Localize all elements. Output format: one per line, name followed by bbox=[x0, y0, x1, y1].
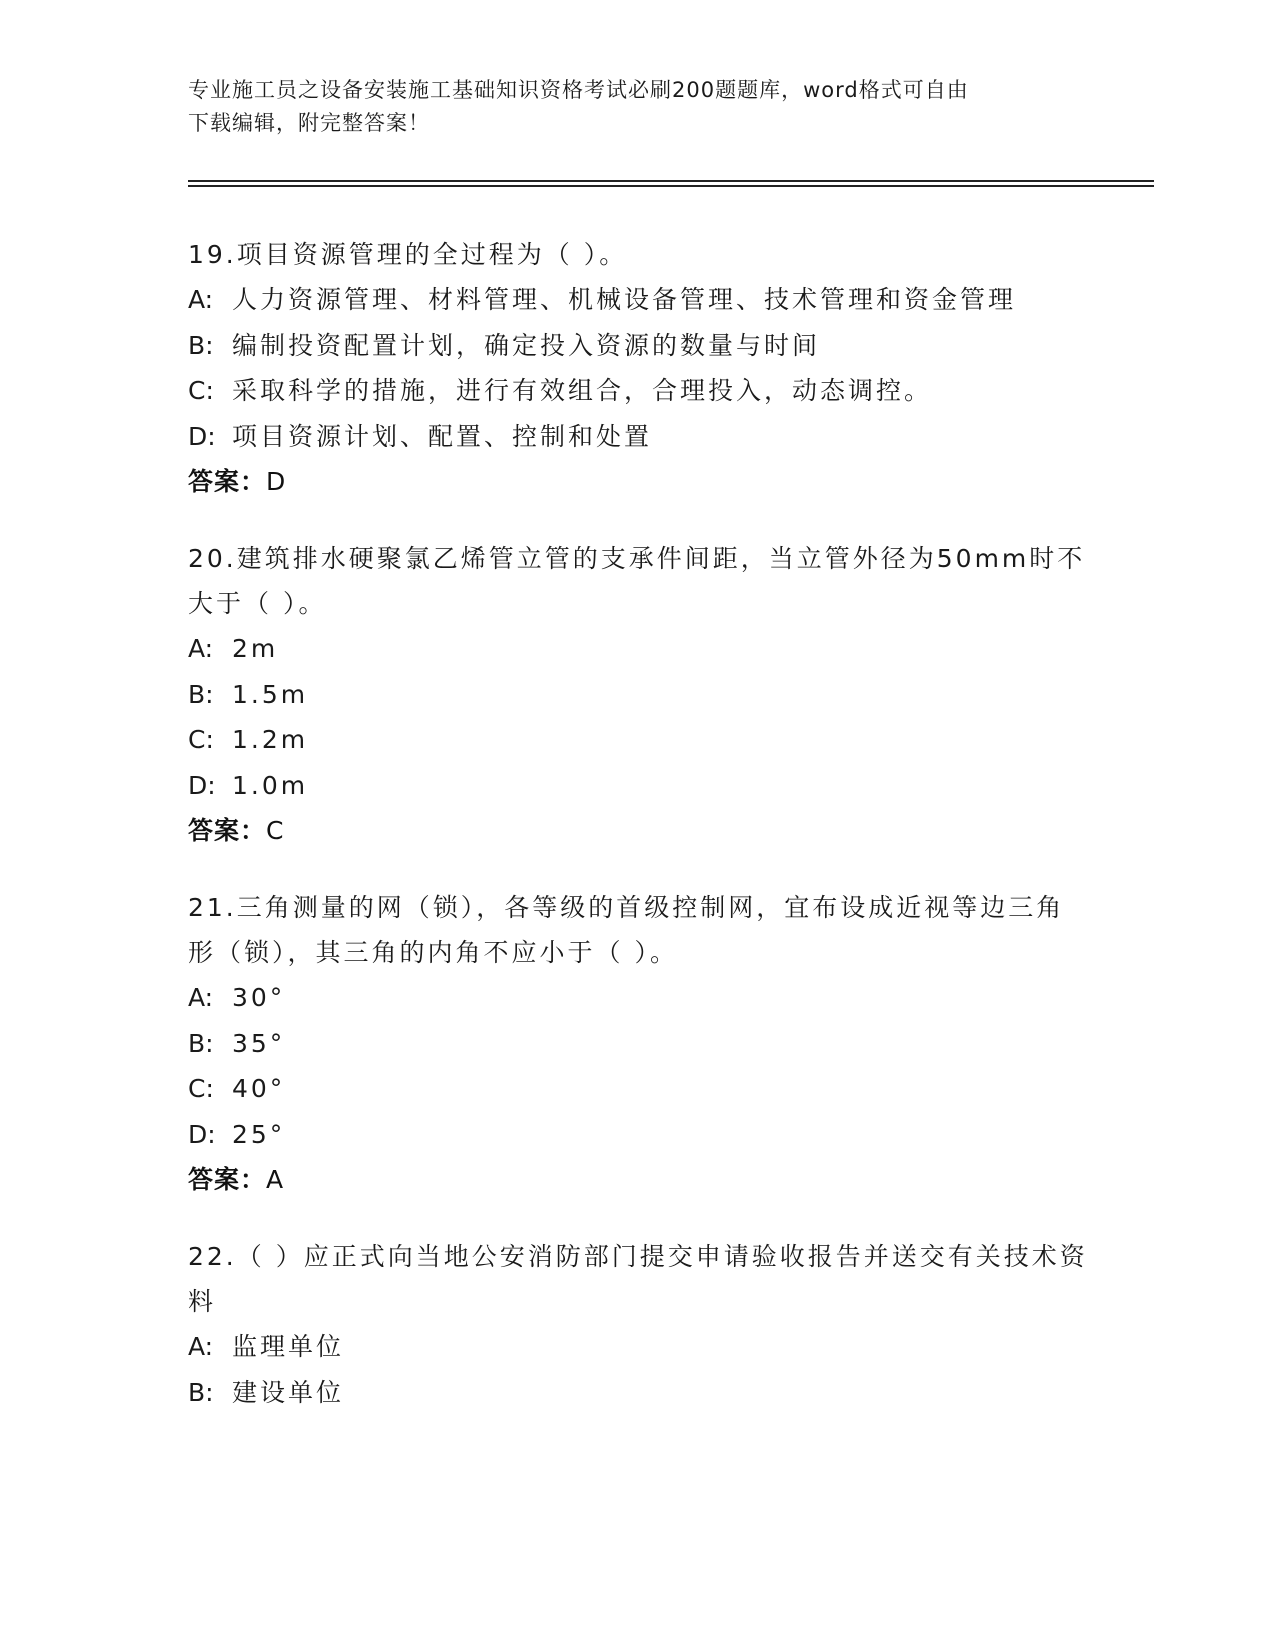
option-letter: A: bbox=[188, 285, 214, 314]
option-letter: A: bbox=[188, 1332, 214, 1361]
option-text: 25° bbox=[232, 1119, 286, 1149]
document-header bbox=[188, 74, 1088, 140]
option-letter: B: bbox=[188, 1028, 214, 1058]
answer-value: C bbox=[266, 816, 285, 845]
question-list bbox=[188, 232, 1088, 1446]
option-letter: D: bbox=[188, 421, 216, 451]
option-text: 1.0m bbox=[232, 770, 309, 800]
header-rule-top bbox=[188, 180, 1154, 182]
option-c bbox=[188, 368, 1088, 414]
option-c bbox=[188, 1066, 1088, 1112]
question-text: 20.建筑排水硬聚氯乙烯管立管的支承件间距，当立管外径为50mm时不大于（ ）。 bbox=[188, 544, 1086, 618]
option-text: 40° bbox=[232, 1074, 286, 1103]
option-text: 监理单位 bbox=[232, 1332, 345, 1361]
option-letter: B: bbox=[188, 1377, 214, 1407]
option-letter: D: bbox=[188, 1119, 216, 1149]
question-22 bbox=[188, 1234, 1088, 1415]
option-c bbox=[188, 717, 1088, 763]
option-d bbox=[188, 763, 1088, 809]
option-text: 30° bbox=[232, 983, 286, 1012]
option-b bbox=[188, 1370, 1088, 1416]
option-letter: C: bbox=[188, 376, 214, 405]
answer-line bbox=[188, 808, 1088, 854]
answer-label: 答案： bbox=[188, 1165, 267, 1194]
option-b bbox=[188, 1021, 1088, 1067]
header-rule-bottom bbox=[188, 185, 1154, 187]
question-20 bbox=[188, 536, 1088, 854]
option-text: 编制投资配置计划，确定投入资源的数量与时间 bbox=[232, 330, 821, 360]
option-letter: D: bbox=[188, 770, 216, 800]
option-b bbox=[188, 672, 1088, 718]
option-d bbox=[188, 1112, 1088, 1158]
answer-line bbox=[188, 1157, 1088, 1203]
question-text: 21.三角测量的网（锁），各等级的首级控制网，宜布设成近视等边三角形（锁），其三角的内角不应小于（ ）。 bbox=[188, 893, 1065, 967]
option-text: 35° bbox=[232, 1028, 286, 1058]
option-text: 人力资源管理、材料管理、机械设备管理、技术管理和资金管理 bbox=[232, 285, 1017, 314]
answer-label: 答案： bbox=[188, 816, 267, 845]
option-a bbox=[188, 277, 1088, 323]
header-line-2: 下载编辑，附完整答案！ bbox=[188, 111, 430, 135]
header-line-1: 专业施工员之设备安装施工基础知识资格考试必刷200题题库，word格式可自由 bbox=[188, 78, 969, 102]
option-letter: B: bbox=[188, 679, 214, 709]
option-a bbox=[188, 626, 1088, 672]
option-letter: C: bbox=[188, 1074, 214, 1103]
option-letter: A: bbox=[188, 983, 214, 1012]
answer-value: A bbox=[266, 1165, 285, 1194]
option-text: 项目资源计划、配置、控制和处置 bbox=[232, 421, 653, 451]
answer-line bbox=[188, 459, 1088, 505]
option-text: 2m bbox=[232, 634, 279, 663]
question-text: 22.（ ）应正式向当地公安消防部门提交申请验收报告并送交有关技术资料 bbox=[188, 1242, 1088, 1316]
option-text: 采取科学的措施，进行有效组合，合理投入，动态调控。 bbox=[232, 376, 933, 405]
option-d bbox=[188, 414, 1088, 460]
question-19 bbox=[188, 232, 1088, 505]
option-text: 建设单位 bbox=[232, 1377, 345, 1407]
option-letter: A: bbox=[188, 634, 214, 663]
question-21 bbox=[188, 885, 1088, 1203]
option-text: 1.2m bbox=[232, 725, 309, 754]
option-letter: B: bbox=[188, 330, 214, 360]
option-a bbox=[188, 975, 1088, 1021]
option-a bbox=[188, 1324, 1088, 1370]
option-letter: C: bbox=[188, 725, 214, 754]
answer-label: 答案： bbox=[188, 467, 267, 496]
question-text: 19.项目资源管理的全过程为（ ）。 bbox=[188, 240, 628, 269]
option-b bbox=[188, 323, 1088, 369]
option-text: 1.5m bbox=[232, 679, 309, 709]
answer-value: D bbox=[266, 467, 287, 496]
